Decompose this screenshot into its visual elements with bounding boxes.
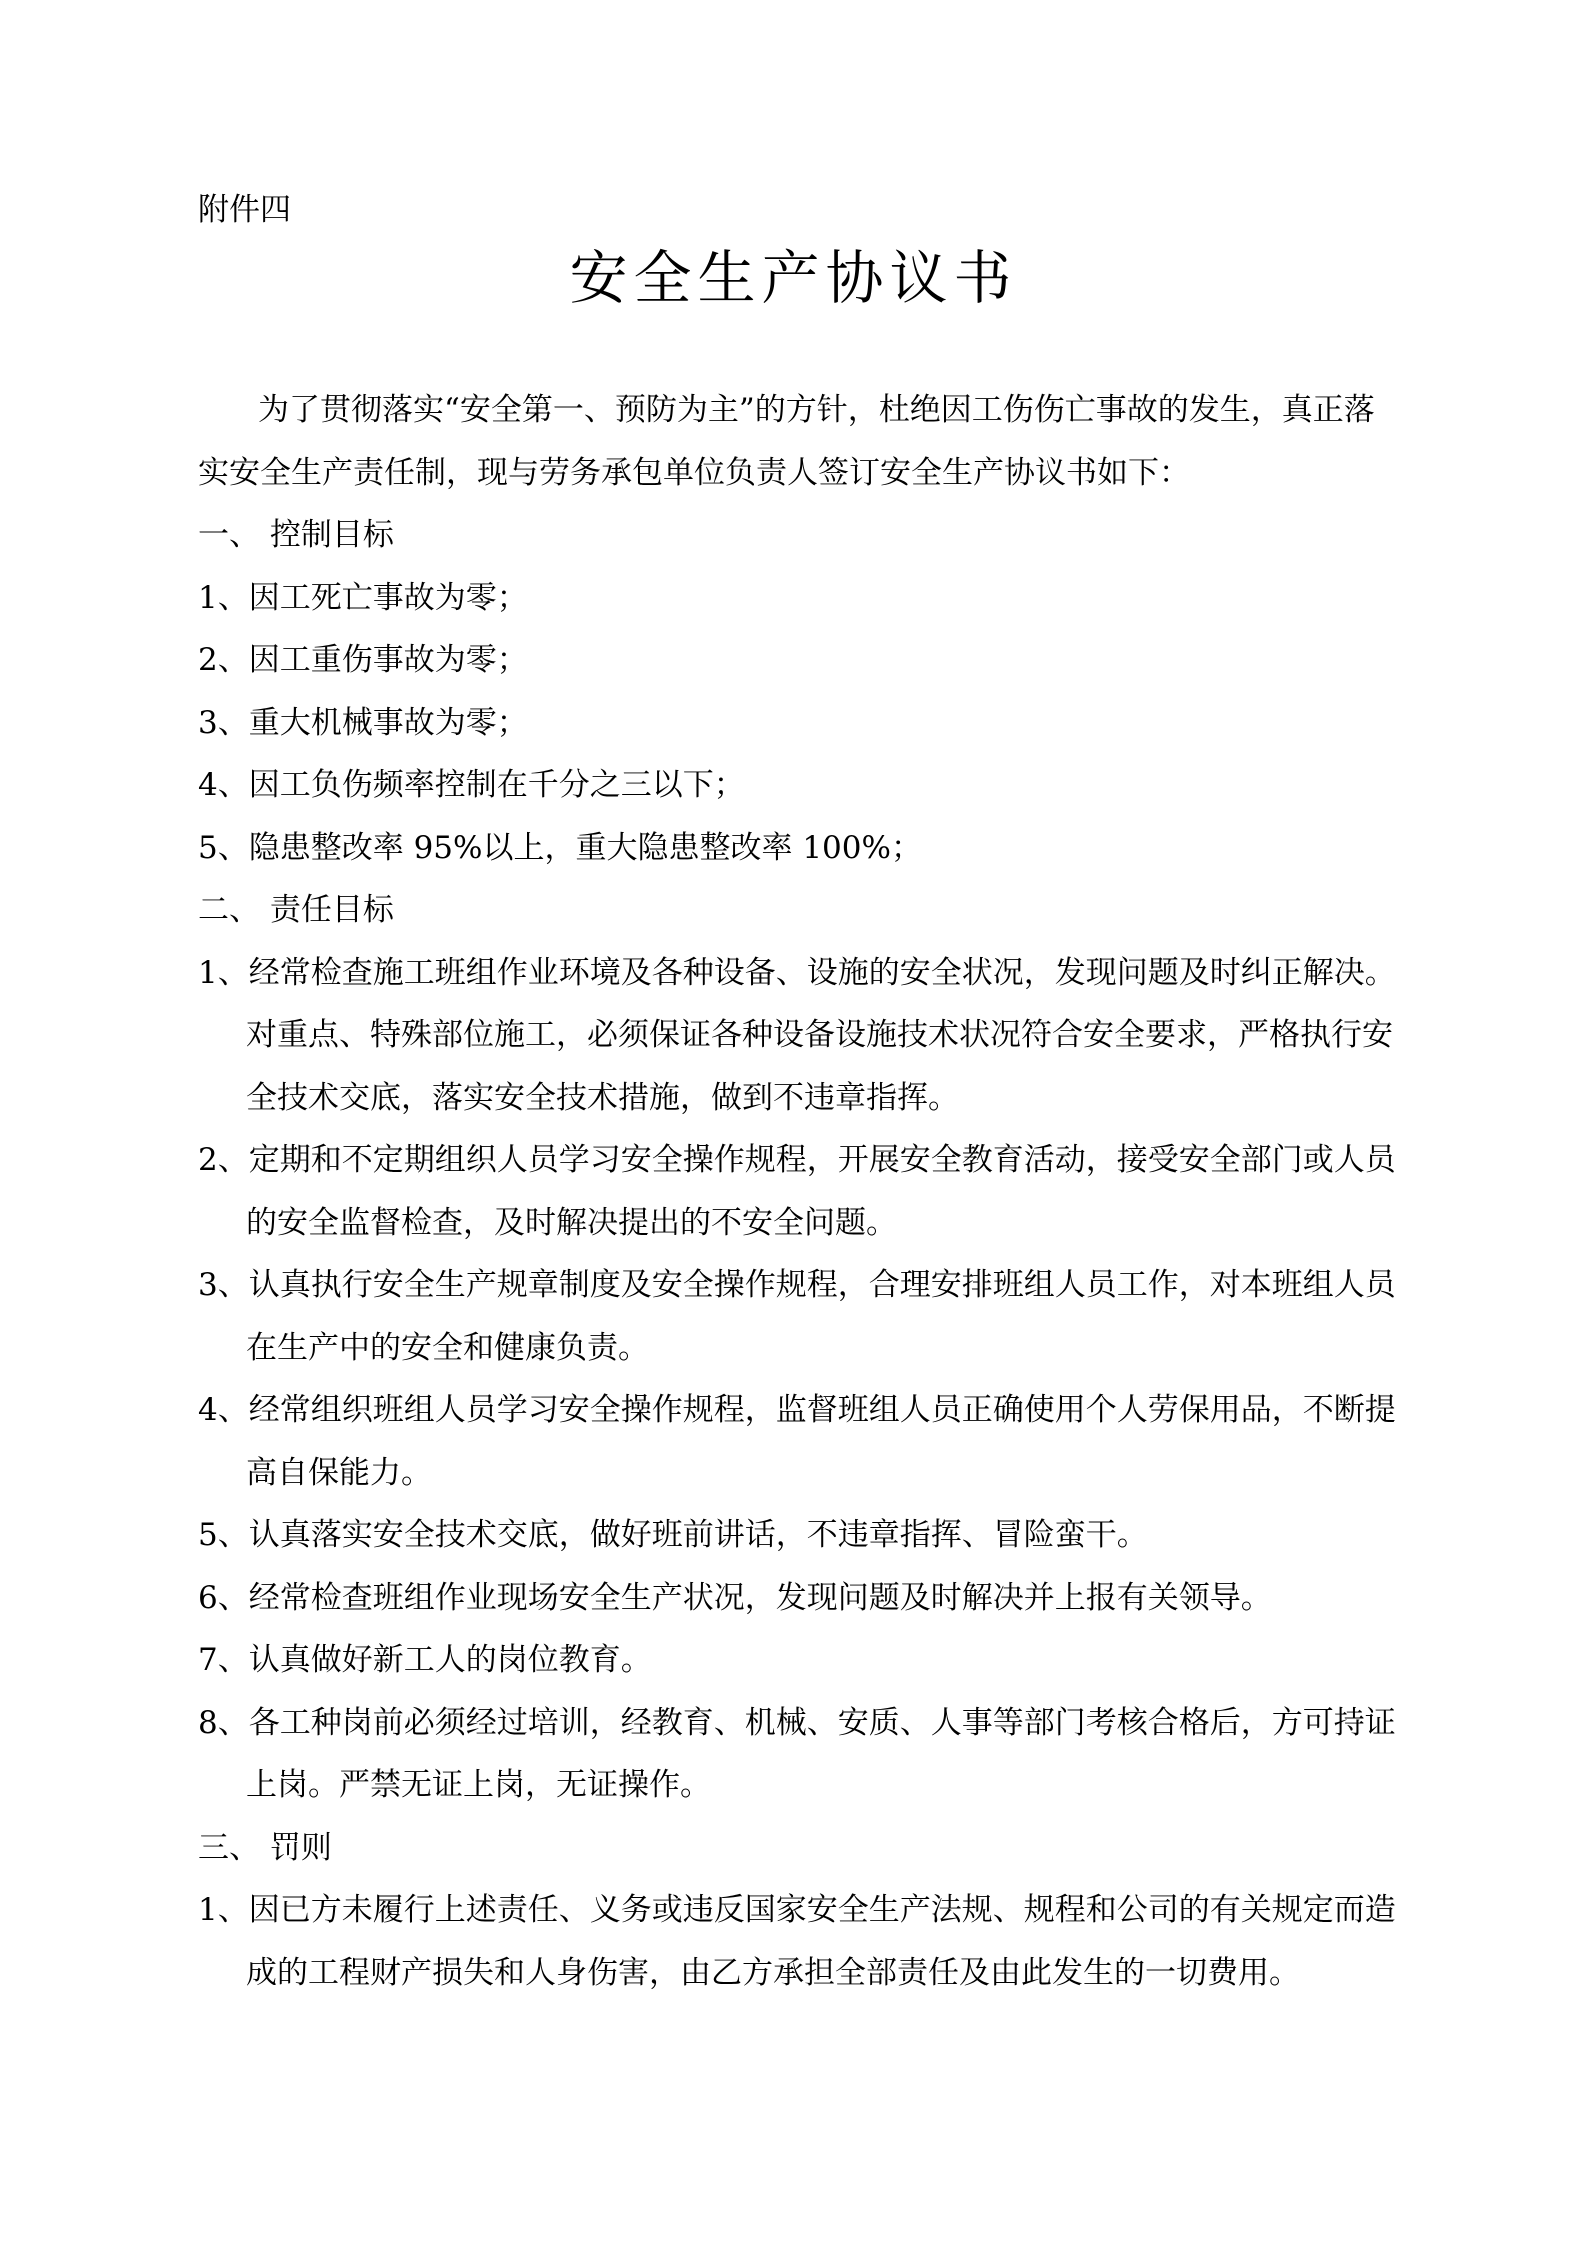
control-target-item: 1、因工死亡事故为零； [198,580,528,616]
responsibility-item-line: 的安全监督检查，及时解决提出的不安全问题。 [246,1205,897,1241]
responsibility-item-line: 对重点、特殊部位施工，必须保证各种设备设施技术状况符合安全要求，严格执行安 [246,1017,1393,1053]
responsibility-item-line: 在生产中的安全和健康负责。 [246,1330,649,1366]
responsibility-item-line: 全技术交底，落实安全技术措施，做到不违章指挥。 [246,1080,959,1116]
responsibility-item-line: 4、经常组织班组人员学习安全操作规程，监督班组人员正确使用个人劳保用品，不断提 [198,1392,1396,1428]
control-target-item: 5、隐患整改率 95%以上，重大隐患整改率 100%； [198,830,922,866]
document-title: 安全生产协议书 [569,244,1018,312]
control-target-item: 4、因工负伤频率控制在千分之三以下； [198,767,745,803]
section-heading-control-targets: 一、 控制目标 [198,517,394,553]
responsibility-item-line: 2、定期和不定期组织人员学习安全操作规程，开展安全教育活动，接受安全部门或人员 [198,1142,1396,1178]
responsibility-item-line: 1、经常检查施工班组作业环境及各种设备、设施的安全状况，发现问题及时纠正解决。 [198,955,1396,991]
section-heading-responsibility-targets: 二、 责任目标 [198,892,394,928]
penalty-item-line: 成的工程财产损失和人身伤害，由乙方承担全部责任及由此发生的一切费用。 [246,1955,1300,1991]
responsibility-item-line: 6、经常检查班组作业现场安全生产状况，发现问题及时解决并上报有关领导。 [198,1580,1272,1616]
penalty-item-line: 1、因已方未履行上述责任、义务或违反国家安全生产法规、规程和公司的有关规定而造 [198,1892,1396,1928]
intro-paragraph-line-1: 为了贯彻落实“安全第一、预防为主”的方针，杜绝因工伤伤亡事故的发生，真正落 [258,392,1375,428]
responsibility-item-line: 3、认真执行安全生产规章制度及安全操作规程，合理安排班组人员工作，对本班组人员 [198,1267,1396,1303]
responsibility-item-line: 5、认真落实安全技术交底，做好班前讲话，不违章指挥、冒险蛮干。 [198,1517,1148,1553]
section-heading-penalties: 三、 罚则 [198,1830,332,1866]
responsibility-item-line: 7、认真做好新工人的岗位教育。 [198,1642,652,1678]
intro-paragraph-line-2: 实安全生产责任制，现与劳务承包单位负责人签订安全生产协议书如下： [198,455,1190,491]
annex-label: 附件四 [198,192,291,228]
responsibility-item-line: 8、各工种岗前必须经过培训，经教育、机械、安质、人事等部门考核合格后，方可持证 [198,1705,1396,1741]
control-target-item: 3、重大机械事故为零； [198,705,528,741]
responsibility-item-line: 上岗。严禁无证上岗，无证操作。 [246,1767,711,1803]
control-target-item: 2、因工重伤事故为零； [198,642,528,678]
responsibility-item-line: 高自保能力。 [246,1455,432,1491]
